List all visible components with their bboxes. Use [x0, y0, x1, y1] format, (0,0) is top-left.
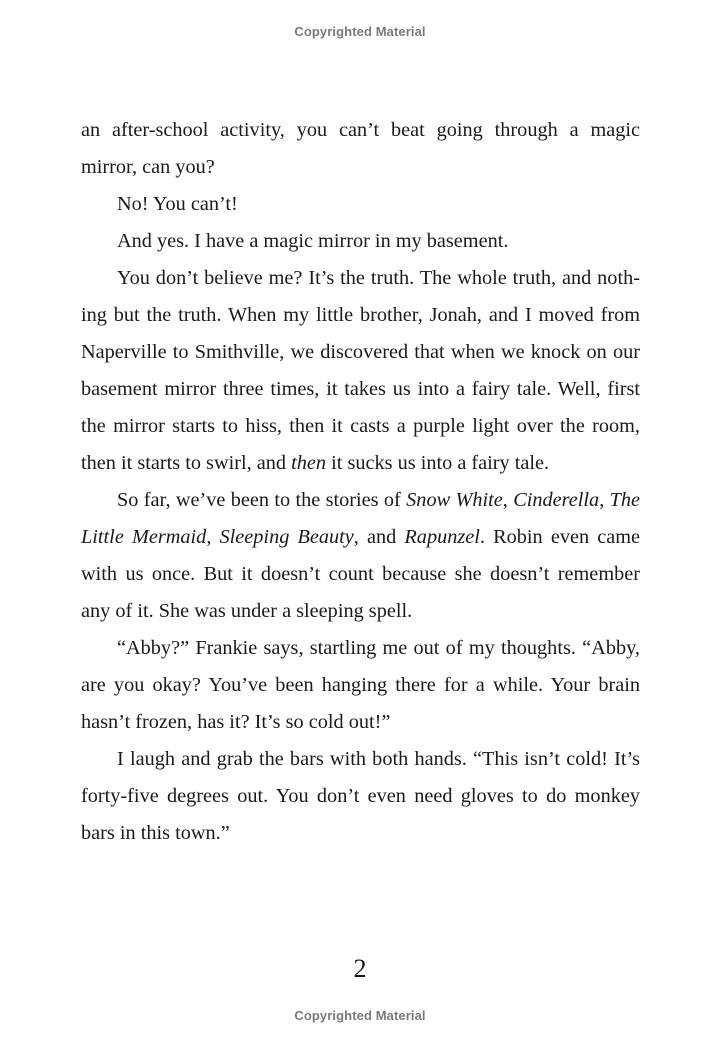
page-number: 2 [353, 954, 367, 983]
paragraph: “Abby?” Frankie says, startling me out of my thoughts. “Abby, are you okay? You’ve been hanging there for a while. Your brain hasn’t frozen, has it? It’s so cold out!” [81, 637, 640, 733]
italic-text: Cinderella [513, 489, 600, 511]
paragraph: No! You can’t! [117, 193, 238, 215]
italic-text: Rapunzel [404, 526, 480, 548]
paragraph: You don’t believe me? It’s the truth. The whole truth, and nothing but the truth. When my little brother, Jonah, and I moved from Naperville to Smithville, we discovered that when we knock on our basement mirror three times, it takes us into a fairy tale. Well, first the mirror starts to hiss, then it casts a purple light over the room, then it starts to swirl, and then it sucks us into a fairy tale. [81, 267, 640, 474]
paragraph: I laugh and grab the bars with both hands. “This isn’t cold! It’s forty-five degrees out. You don’t even need gloves to do monkey bars in this town.” [81, 748, 640, 844]
body-text [81, 112, 640, 852]
paragraph: And yes. I have a magic mirror in my basement. [117, 230, 509, 252]
italic-text: Sleeping Beauty [219, 526, 354, 548]
paragraph: So far, we’ve been to the stories of Snow White, Cinderella, The Little Mermaid, Sleeping Beauty, and Rapunzel. Robin even came with us once. But it doesn’t count because she doesn’t remember any of it. She was under a sleeping spell. [81, 489, 641, 622]
copyright-footer: Copyrighted Material [294, 1008, 426, 1023]
italic-text: Snow White [406, 489, 503, 511]
italic-text: then [291, 452, 327, 474]
italic-text: The Little Mermaid [81, 489, 641, 548]
paragraph: an after-school activity, you can’t beat going through a magic mirror, can you? [81, 119, 640, 178]
copyright-header: Copyrighted Material [294, 24, 426, 39]
